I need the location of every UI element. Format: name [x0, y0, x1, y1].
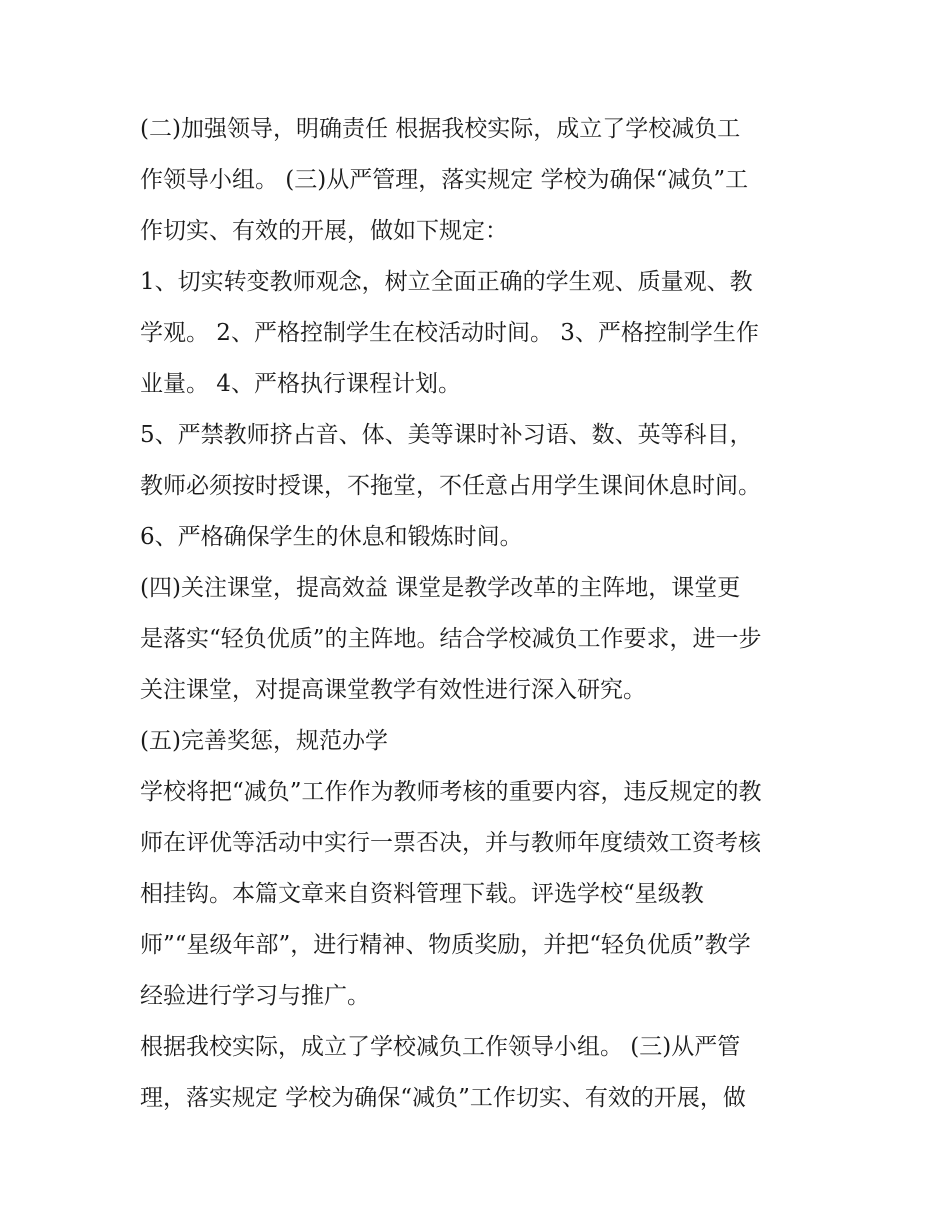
text-line: 学校将把“减负”工作作为教师考核的重要内容，违反规定的教: [140, 779, 762, 805]
text-line: (五)完善奖惩，规范办学: [140, 728, 388, 754]
text-line: 理，落实规定 学校为确保“减负”工作切实、有效的开展，做: [140, 1085, 746, 1111]
text-line: 师在评优等活动中实行一票否决，并与教师年度绩效工资考核: [140, 830, 761, 856]
text-line: 是落实“轻负优质”的主阵地。结合学校减负工作要求，进一步: [140, 626, 762, 652]
text-line: 经验进行学习与推广。: [140, 983, 370, 1009]
text-line: 相挂钩。本篇文章来自资料管理下载。评选学校“星级教: [140, 881, 704, 907]
text-line: (四)关注课堂，提高效益 课堂是教学改革的主阵地，课堂更: [140, 575, 741, 601]
text-line: 学观。 2、严格控制学生在校活动时间。 3、严格控制学生作: [140, 320, 759, 346]
text-line: 5、严禁教师挤占音、体、美等课时补习语、数、英等科目，: [140, 422, 753, 448]
text-line: 作切实、有效的开展，做如下规定：: [140, 218, 508, 244]
text-line: 教师必须按时授课，不拖堂，不任意占用学生课间休息时间。: [140, 473, 761, 499]
document-body: [140, 104, 820, 1124]
text-line: 根据我校实际，成立了学校减负工作领导小组。 (三)从严管: [140, 1034, 741, 1060]
text-line: 业量。 4、严格执行课程计划。: [140, 371, 461, 397]
text-line: 1、切实转变教师观念，树立全面正确的学生观、质量观、教: [140, 269, 753, 295]
text-line: 师”“星级年部”，进行精神、物质奖励，并把“轻负优质”教学: [140, 932, 751, 958]
text-line: 作领导小组。 (三)从严管理，落实规定 学校为确保“减负”工: [140, 167, 749, 193]
text-line: (二)加强领导，明确责任 根据我校实际，成立了学校减负工: [140, 116, 741, 142]
text-line: 6、严格确保学生的休息和锻炼时间。: [140, 524, 523, 550]
text-line: 关注课堂，对提高课堂教学有效性进行深入研究。: [140, 677, 646, 703]
